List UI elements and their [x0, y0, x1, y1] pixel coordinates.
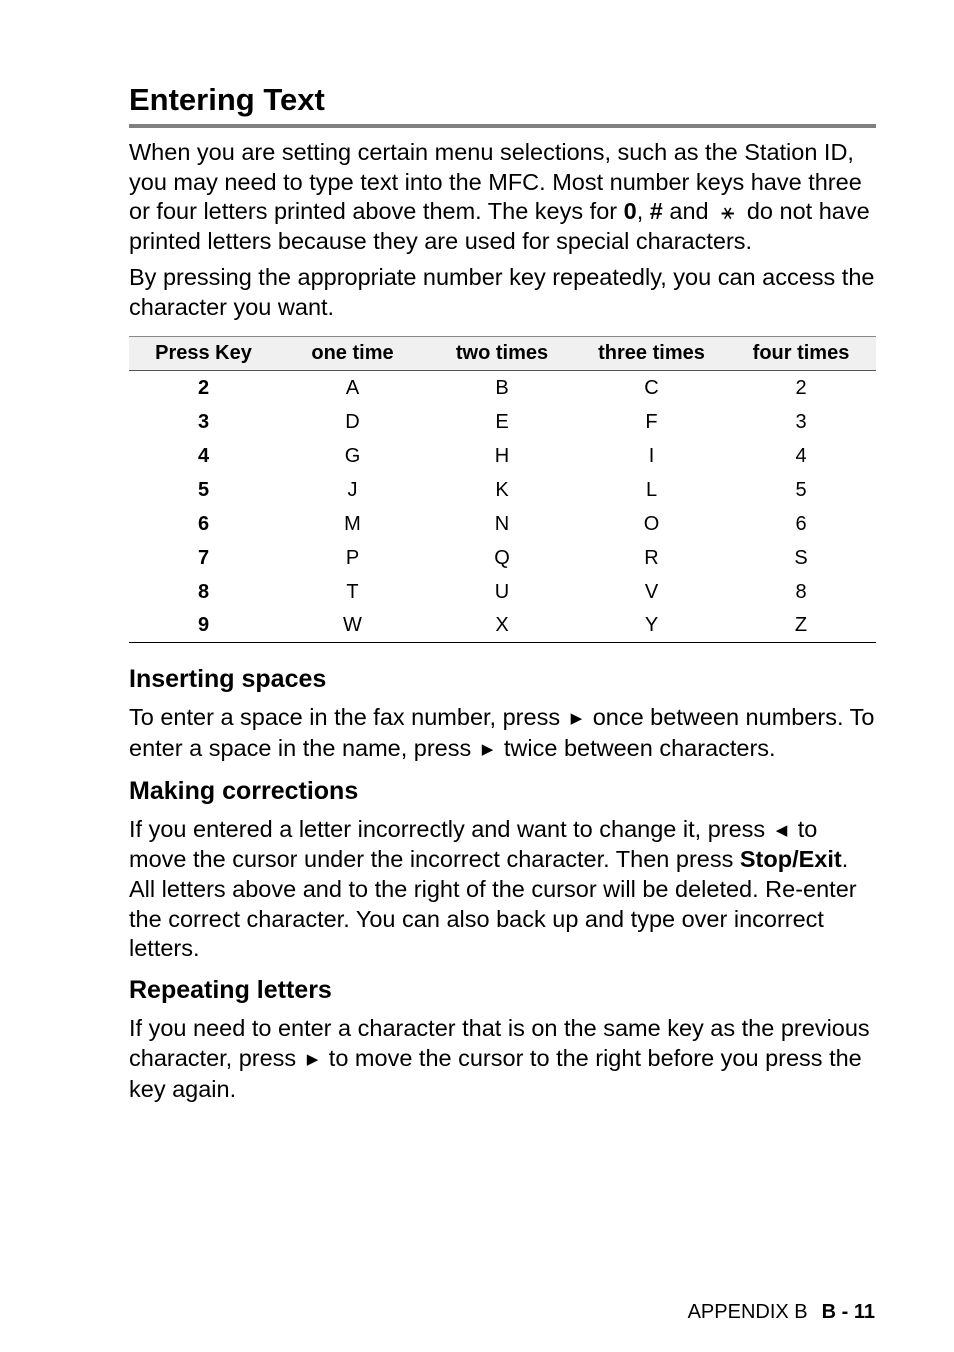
table-cell: R: [644, 546, 659, 569]
table-row: [129, 609, 876, 643]
table-cell: C: [644, 376, 659, 399]
table-cell: M: [344, 512, 361, 535]
repeating-text-1: If you need to enter a character that is on the same key as the previous character, press: [129, 1015, 870, 1071]
inserting-spaces-heading: Inserting spaces: [129, 665, 327, 694]
table-cell: 2: [795, 376, 807, 399]
table-cell: G: [344, 444, 361, 467]
table-cell: U: [494, 580, 510, 603]
table-cell: S: [794, 546, 808, 569]
star-key-icon: ⚹: [721, 199, 735, 225]
table-cell: L: [645, 478, 658, 501]
table-cell: 8: [795, 580, 807, 603]
column-header: Press Key: [129, 337, 278, 371]
key-character-table: [129, 336, 876, 643]
table-cell: F: [645, 410, 658, 433]
repeating-letters-paragraph: [129, 1014, 876, 1104]
page-title: Entering Text: [129, 80, 876, 128]
footer-page-number: B - 11: [821, 1301, 875, 1323]
table-cell: W: [343, 614, 362, 637]
intro-text-b: do not have printed letters because they are used for special characters.: [129, 198, 870, 255]
table-cell: D: [345, 410, 360, 433]
table-cell: T: [346, 580, 359, 603]
key-cell: 6: [197, 512, 210, 535]
left-arrow-icon: ◀: [775, 821, 788, 839]
table-row: [129, 371, 876, 406]
corrections-text-2: to move the cursor under the incorrect character. Then press: [129, 815, 818, 873]
right-arrow-icon: ▶: [306, 1050, 319, 1068]
key-hash: #: [649, 198, 663, 225]
key-cell: 2: [197, 376, 210, 399]
table-cell: Q: [494, 546, 510, 569]
key-cell: 7: [197, 546, 210, 569]
corrections-text-1: If you entered a letter incorrectly and want to change it, press: [129, 815, 766, 842]
repeating-letters-heading: Repeating letters: [129, 976, 332, 1005]
table-row: [129, 575, 876, 609]
table-cell: K: [495, 478, 509, 501]
table-row: [129, 507, 876, 541]
intro-text-a: When you are setting certain menu selections, such as the Station ID, you may need to type text into the MFC. Most number keys have three or four letters printed above them. The keys for: [129, 139, 862, 225]
table-cell: H: [494, 444, 510, 467]
corrections-text-3: . All letters above and to the right of the cursor will be deleted. Re-enter the correct character. You can also back up and type over incorrect letters.: [129, 846, 857, 962]
intro-and: and: [662, 198, 716, 225]
repeating-text-2: to move the cursor to the right before you press the key again.: [129, 1044, 862, 1102]
table-cell: I: [648, 444, 655, 467]
table-cell: 3: [795, 410, 807, 433]
making-corrections-paragraph: [129, 815, 876, 965]
spaces-text-3: twice between characters.: [503, 734, 776, 761]
intro-comma: ,: [636, 198, 650, 225]
column-header: four times: [726, 337, 876, 371]
stop-exit-key: Stop/Exit: [739, 846, 842, 873]
table-cell: O: [643, 512, 660, 535]
table-cell: V: [644, 580, 659, 603]
column-header: three times: [577, 337, 726, 371]
key-zero: 0: [623, 198, 637, 225]
inserting-spaces-paragraph: [129, 703, 876, 764]
access-paragraph: By pressing the appropriate number key repeatedly, you can access the character you want.: [129, 263, 875, 320]
table-cell: A: [345, 376, 360, 399]
spaces-text-2: once between numbers. To enter a space in the name, press: [129, 704, 875, 761]
table-row: [129, 439, 876, 473]
right-arrow-icon: ▶: [570, 710, 583, 728]
footer-appendix: APPENDIX B: [687, 1301, 808, 1323]
right-arrow-icon: ▶: [481, 740, 494, 758]
table-cell: N: [494, 512, 510, 535]
making-corrections-heading: Making corrections: [129, 776, 359, 805]
spaces-text-1: To enter a space in the fax number, press: [129, 704, 561, 731]
key-cell: 3: [197, 410, 210, 433]
table-row: [129, 541, 876, 575]
table-row: [129, 473, 876, 507]
table-cell: E: [495, 410, 509, 433]
table-header-row: [129, 337, 876, 371]
key-cell: 9: [197, 614, 210, 637]
table-cell: 6: [795, 512, 807, 535]
intro-paragraph: [129, 138, 876, 257]
page-content: [129, 80, 876, 1104]
key-cell: 4: [197, 444, 210, 467]
table-cell: X: [495, 614, 509, 637]
table-cell: 4: [795, 444, 807, 467]
table-cell: B: [495, 376, 509, 399]
column-header: one time: [278, 337, 427, 371]
table-cell: J: [347, 478, 358, 501]
key-cell: 8: [197, 580, 210, 603]
column-header: two times: [427, 337, 577, 371]
key-cell: 5: [197, 478, 210, 501]
table-cell: Y: [644, 614, 659, 637]
table-row: [129, 405, 876, 439]
table-cell: 5: [795, 478, 807, 501]
table-cell: P: [345, 546, 360, 569]
table-cell: Z: [794, 614, 808, 637]
page-footer: [688, 1299, 875, 1325]
